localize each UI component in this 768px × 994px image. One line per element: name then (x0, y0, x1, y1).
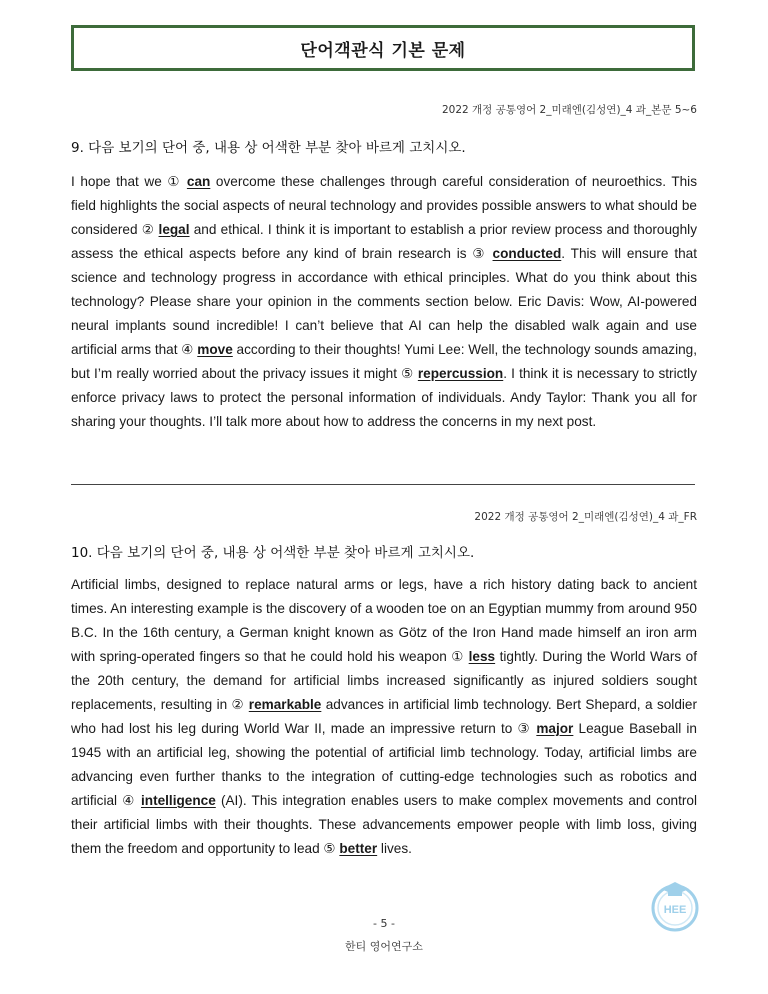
q10-text-0: Artificial limbs, designed to replace natural arms or legs, have a rich history dating back to ancient times. An interesting example is the discovery of a wooden toe on an Egyptian mummy from around 950 B.C. In the 16th century, a German knight known as Götz of the Iron Hand made himself an iron arm with spring-operated fingers so that he could hold his weapon ① (71, 577, 697, 664)
q9-word-5: repercussion (417, 366, 504, 381)
q10-word-1: less (468, 649, 496, 664)
q9-word-3: conducted (492, 246, 562, 261)
page-number: - 5 - (373, 917, 395, 930)
q9-source: 2022 개정 공통영어 2_미래엔(김성연)_4 과_본문 5~6 (441, 104, 697, 116)
q10-text-4: (AI). This integration enables users to make complex movements and control their artificial limbs with their thoughts. These advancements empower people with limb loss, giving them the freedom and opportunity to lead ⑤ (71, 793, 697, 856)
q9-text-0: I hope that we ① (71, 174, 187, 189)
page-title: 단어객관식 기본 문제 (71, 25, 695, 71)
section-divider (71, 484, 695, 485)
logo-text: HEE (663, 904, 687, 916)
q10-word-3: major (536, 721, 574, 736)
q9-text-5: . I think it is necessary to strictly enforce privacy laws to protect the personal information of individuals. Andy Taylor: Thank you all for sharing your thoughts. I’ll talk more about how to address the concerns in my next post. (71, 366, 697, 429)
q9-text-4: according to their thoughts! Yumi Lee: Well, the technology sounds amazing, but I’m really worried about the privacy issues it might ⑤ (71, 342, 698, 381)
q9-word-4: move (197, 342, 233, 357)
q10-text-1: tightly. During the World Wars of the 20th century, the demand for artificial limbs increased significantly as injured soldiers sought replacements, resulting in ② (71, 649, 697, 712)
q9-passage (71, 170, 697, 434)
q9-word-1: can (186, 174, 211, 189)
q9-text-1: overcome these challenges through careful consideration of neuroethics. This field highlights the social aspects of neural technology and provides possible answers to what should be considered ② (71, 174, 697, 237)
q10-source: 2022 개정 공통영어 2_미래엔(김성연)_4 과_FR (474, 511, 697, 523)
q9-title: 9. 다음 보기의 단어 중, 내용 상 어색한 부분 찾아 바르게 고치시오. (71, 140, 466, 156)
q10-word-4: intelligence (140, 793, 216, 808)
q9-word-2: legal (158, 222, 190, 237)
q10-text-3: League Baseball in 1945 with an artificial leg, showing the potential of artificial limb technology. Today, artificial limbs are advancing even further thanks to the integration of cutting-edge technologies such as robotics and artificial ④ (71, 721, 697, 808)
q10-title: 10. 다음 보기의 단어 중, 내용 상 어색한 부분 찾아 바르게 고치시오. (71, 545, 475, 561)
footer-org: 한티 영어연구소 (345, 940, 423, 953)
q10-text-5: lives. (377, 841, 412, 856)
q10-word-2: remarkable (248, 697, 322, 712)
q10-word-5: better (339, 841, 378, 856)
q9-text-2: and ethical. I think it is important to establish a prior review process and thoroughly assess the ethical aspects before any kind of brain research is ③ (71, 222, 697, 261)
q10-text-2: advances in artificial limb technology. Bert Shepard, a soldier who had lost his leg during World War II, made an impressive return to ③ (71, 697, 697, 736)
q10-passage (71, 573, 697, 861)
q9-text-3: . This will ensure that science and technology progress in accordance with ethical principles. What do you think about this technology? Please share your opinion in the comments section below. Eric Davis: Wow, AI-powered neural implants sound incredible! I can’t believe that AI can help the disabled walk again and use artificial arms that ④ (71, 246, 698, 357)
